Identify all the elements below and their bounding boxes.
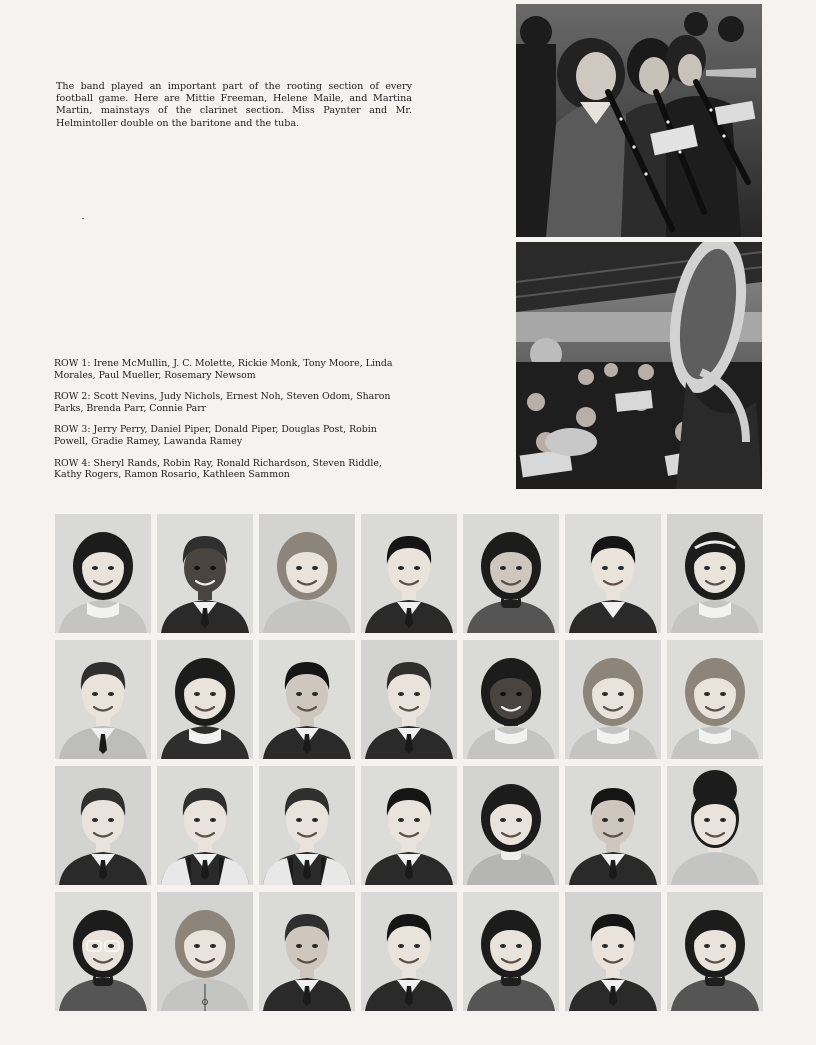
student-portrait (157, 766, 253, 885)
student-portrait (361, 892, 457, 1011)
student-portrait (157, 514, 253, 633)
student-portrait (55, 766, 151, 885)
student-portrait (361, 766, 457, 885)
student-portrait (157, 640, 253, 759)
student-portrait (565, 892, 661, 1011)
student-portrait (463, 640, 559, 759)
student-portrait (463, 892, 559, 1011)
student-portrait (259, 892, 355, 1011)
roster-row-4: ROW 4: Sheryl Rands, Robin Ray, Ronald Richardson, Steven Riddle, Kathy Rogers, Ramon Rosario, Kathleen Sammon (54, 457, 382, 481)
student-portrait (259, 514, 355, 633)
student-portrait (55, 640, 151, 759)
student-portrait (667, 892, 763, 1011)
student-portrait (667, 766, 763, 885)
student-portrait (667, 640, 763, 759)
student-portrait (463, 514, 559, 633)
student-portrait (565, 766, 661, 885)
roster-row-1: ROW 1: Irene McMullin, J. C. Molette, Rickie Monk, Tony Moore, Linda Morales, Paul Mueller, Rosemary Newsom (54, 358, 393, 381)
student-portrait (463, 766, 559, 885)
student-portrait (55, 892, 151, 1011)
band-tuba-photo (516, 242, 762, 489)
portrait-grid (55, 514, 763, 1011)
student-portrait (259, 766, 355, 885)
photo-caption: The band played an important part of the rooting section of every football game. Here are Mittie Freeman, Helene Maile, and Martina Martin, mainstays of the clarinet section. Miss Paynter and Mr. Helmintoller double on the baritone and the tuba. (56, 81, 412, 129)
student-portrait (565, 514, 661, 633)
roster-list (54, 358, 412, 491)
clarinet-section-photo (516, 4, 762, 237)
student-portrait (361, 514, 457, 633)
student-portrait (259, 640, 355, 759)
student-portrait (55, 514, 151, 633)
student-portrait (157, 892, 253, 1011)
student-portrait (565, 640, 661, 759)
roster-row-2: ROW 2: Scott Nevins, Judy Nichols, Ernest Noh, Steven Odom, Sharon Parks, Brenda Parr, Connie Parr (54, 391, 391, 414)
student-portrait (361, 640, 457, 759)
print-speck (82, 218, 84, 219)
student-portrait (667, 514, 763, 633)
roster-row-3: ROW 3: Jerry Perry, Daniel Piper, Donald Piper, Douglas Post, Robin Powell, Gradie Ramey, Lawanda Ramey (54, 424, 377, 447)
